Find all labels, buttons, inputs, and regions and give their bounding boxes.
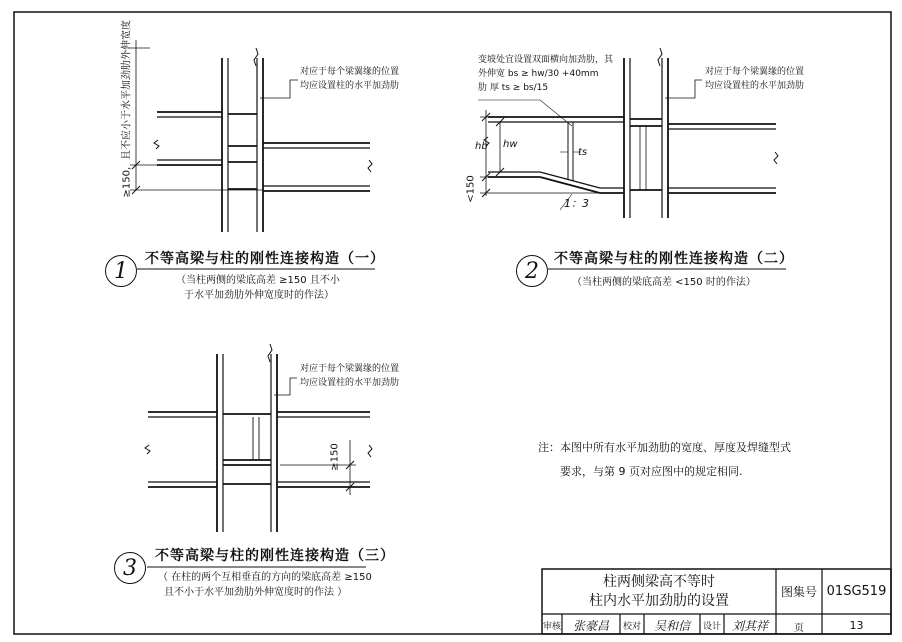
detail-3-subtitle-line1: （ 在柱的两个互相垂直的方向的梁底高差 ≥150 <box>158 572 372 583</box>
detail-3-note-line1: 对应于每个梁翼缘的位置 <box>300 364 400 374</box>
detail-2-label-lt150: <150 <box>465 175 477 203</box>
detail-2-subtitle: （当柱两侧的梁底高差 <150 时的作法） <box>572 277 756 288</box>
detail-2-label-hw: hw <box>503 139 518 150</box>
detail-2-title: 不等高梁与柱的刚性连接构造（二） <box>554 251 794 267</box>
detail-3-note-line2: 均应设置柱的水平加劲肋 <box>300 377 400 388</box>
design-signature: 刘其祥 <box>731 619 768 633</box>
detail-2-top-note-line3: 肋 厚 ts ≥ bs/15 <box>478 82 549 93</box>
detail-1-subtitle-line2: 于水平加劲肋外伸宽度时的作法） <box>184 289 334 301</box>
detail-1-subtitle-line1: （当柱两侧的梁底高差 ≥150 且不小 <box>176 275 340 286</box>
general-note-line1: 注：本图中所有水平加劲肋的宽度、厚度及焊缝型式 <box>538 441 791 454</box>
sheet-border <box>14 12 891 634</box>
detail-2-top-note-line1: 变坡处宜设置双面横向加劲肋，其 <box>478 55 614 65</box>
detail-2-note-line1: 对应于每个梁翼缘的位置 <box>705 67 805 77</box>
detail-2-label-ts: ts <box>578 147 588 158</box>
page-label: 页 <box>794 623 804 634</box>
detail-1-number-circle <box>105 255 137 287</box>
detail-2-top-note-line2: 外伸宽 bs ≥ hw/30 +40mm <box>478 68 599 79</box>
detail-1-vertical-dimension: ≥150，且不应小于水平加劲肋外伸宽度 <box>121 20 133 198</box>
detail-1-note-line2: 均应设置柱的水平加劲肋 <box>300 80 400 91</box>
detail-3-number: 3 <box>123 555 137 581</box>
detail-2-number-circle <box>516 255 548 287</box>
atlas-number: 01SG519 <box>826 584 887 599</box>
detail-3-title: 不等高梁与柱的刚性连接构造（三） <box>155 548 395 564</box>
page-number: 13 <box>849 619 864 632</box>
detail-2-top-note <box>478 54 613 96</box>
detail-3-number-circle <box>114 552 146 584</box>
detail-1-note <box>300 66 399 94</box>
detail-2-label-slope: 1：3 <box>564 197 589 210</box>
detail-3-subtitle-line2: 且不小于水平加劲肋外伸宽度时的作法 ） <box>164 586 348 598</box>
atlas-label: 图集号 <box>780 585 817 599</box>
title-block-title <box>542 573 776 611</box>
detail-1-subtitle <box>176 274 340 303</box>
check-signature: 吴和信 <box>653 619 690 633</box>
design-label: 设计 <box>702 622 721 632</box>
check-label: 校对 <box>622 622 641 632</box>
general-note-line2: 要求，与第 9 页对应图中的规定相同. <box>560 465 743 479</box>
detail-3-subtitle <box>158 571 372 600</box>
title-block-title-line2: 柱内水平加劲肋的设置 <box>589 592 729 609</box>
detail-2-label-hb: hb <box>475 141 488 152</box>
detail-2-number: 2 <box>525 258 539 284</box>
detail-2-note-line2: 均应设置柱的水平加劲肋 <box>705 80 805 91</box>
general-note <box>538 436 791 484</box>
review-label: 审核 <box>542 622 561 632</box>
title-block-title-line1: 柱两侧梁高不等时 <box>603 574 715 590</box>
detail-1-number: 1 <box>114 258 128 284</box>
detail-1-title: 不等高梁与柱的刚性连接构造（一） <box>145 251 385 267</box>
detail-2-note <box>705 66 804 94</box>
detail-3-note <box>300 363 399 391</box>
review-signature: 张豪昌 <box>572 619 609 633</box>
detail-3-dimension: ≥150 <box>329 443 341 471</box>
detail-1-note-line1: 对应于每个梁翼缘的位置 <box>300 67 400 77</box>
